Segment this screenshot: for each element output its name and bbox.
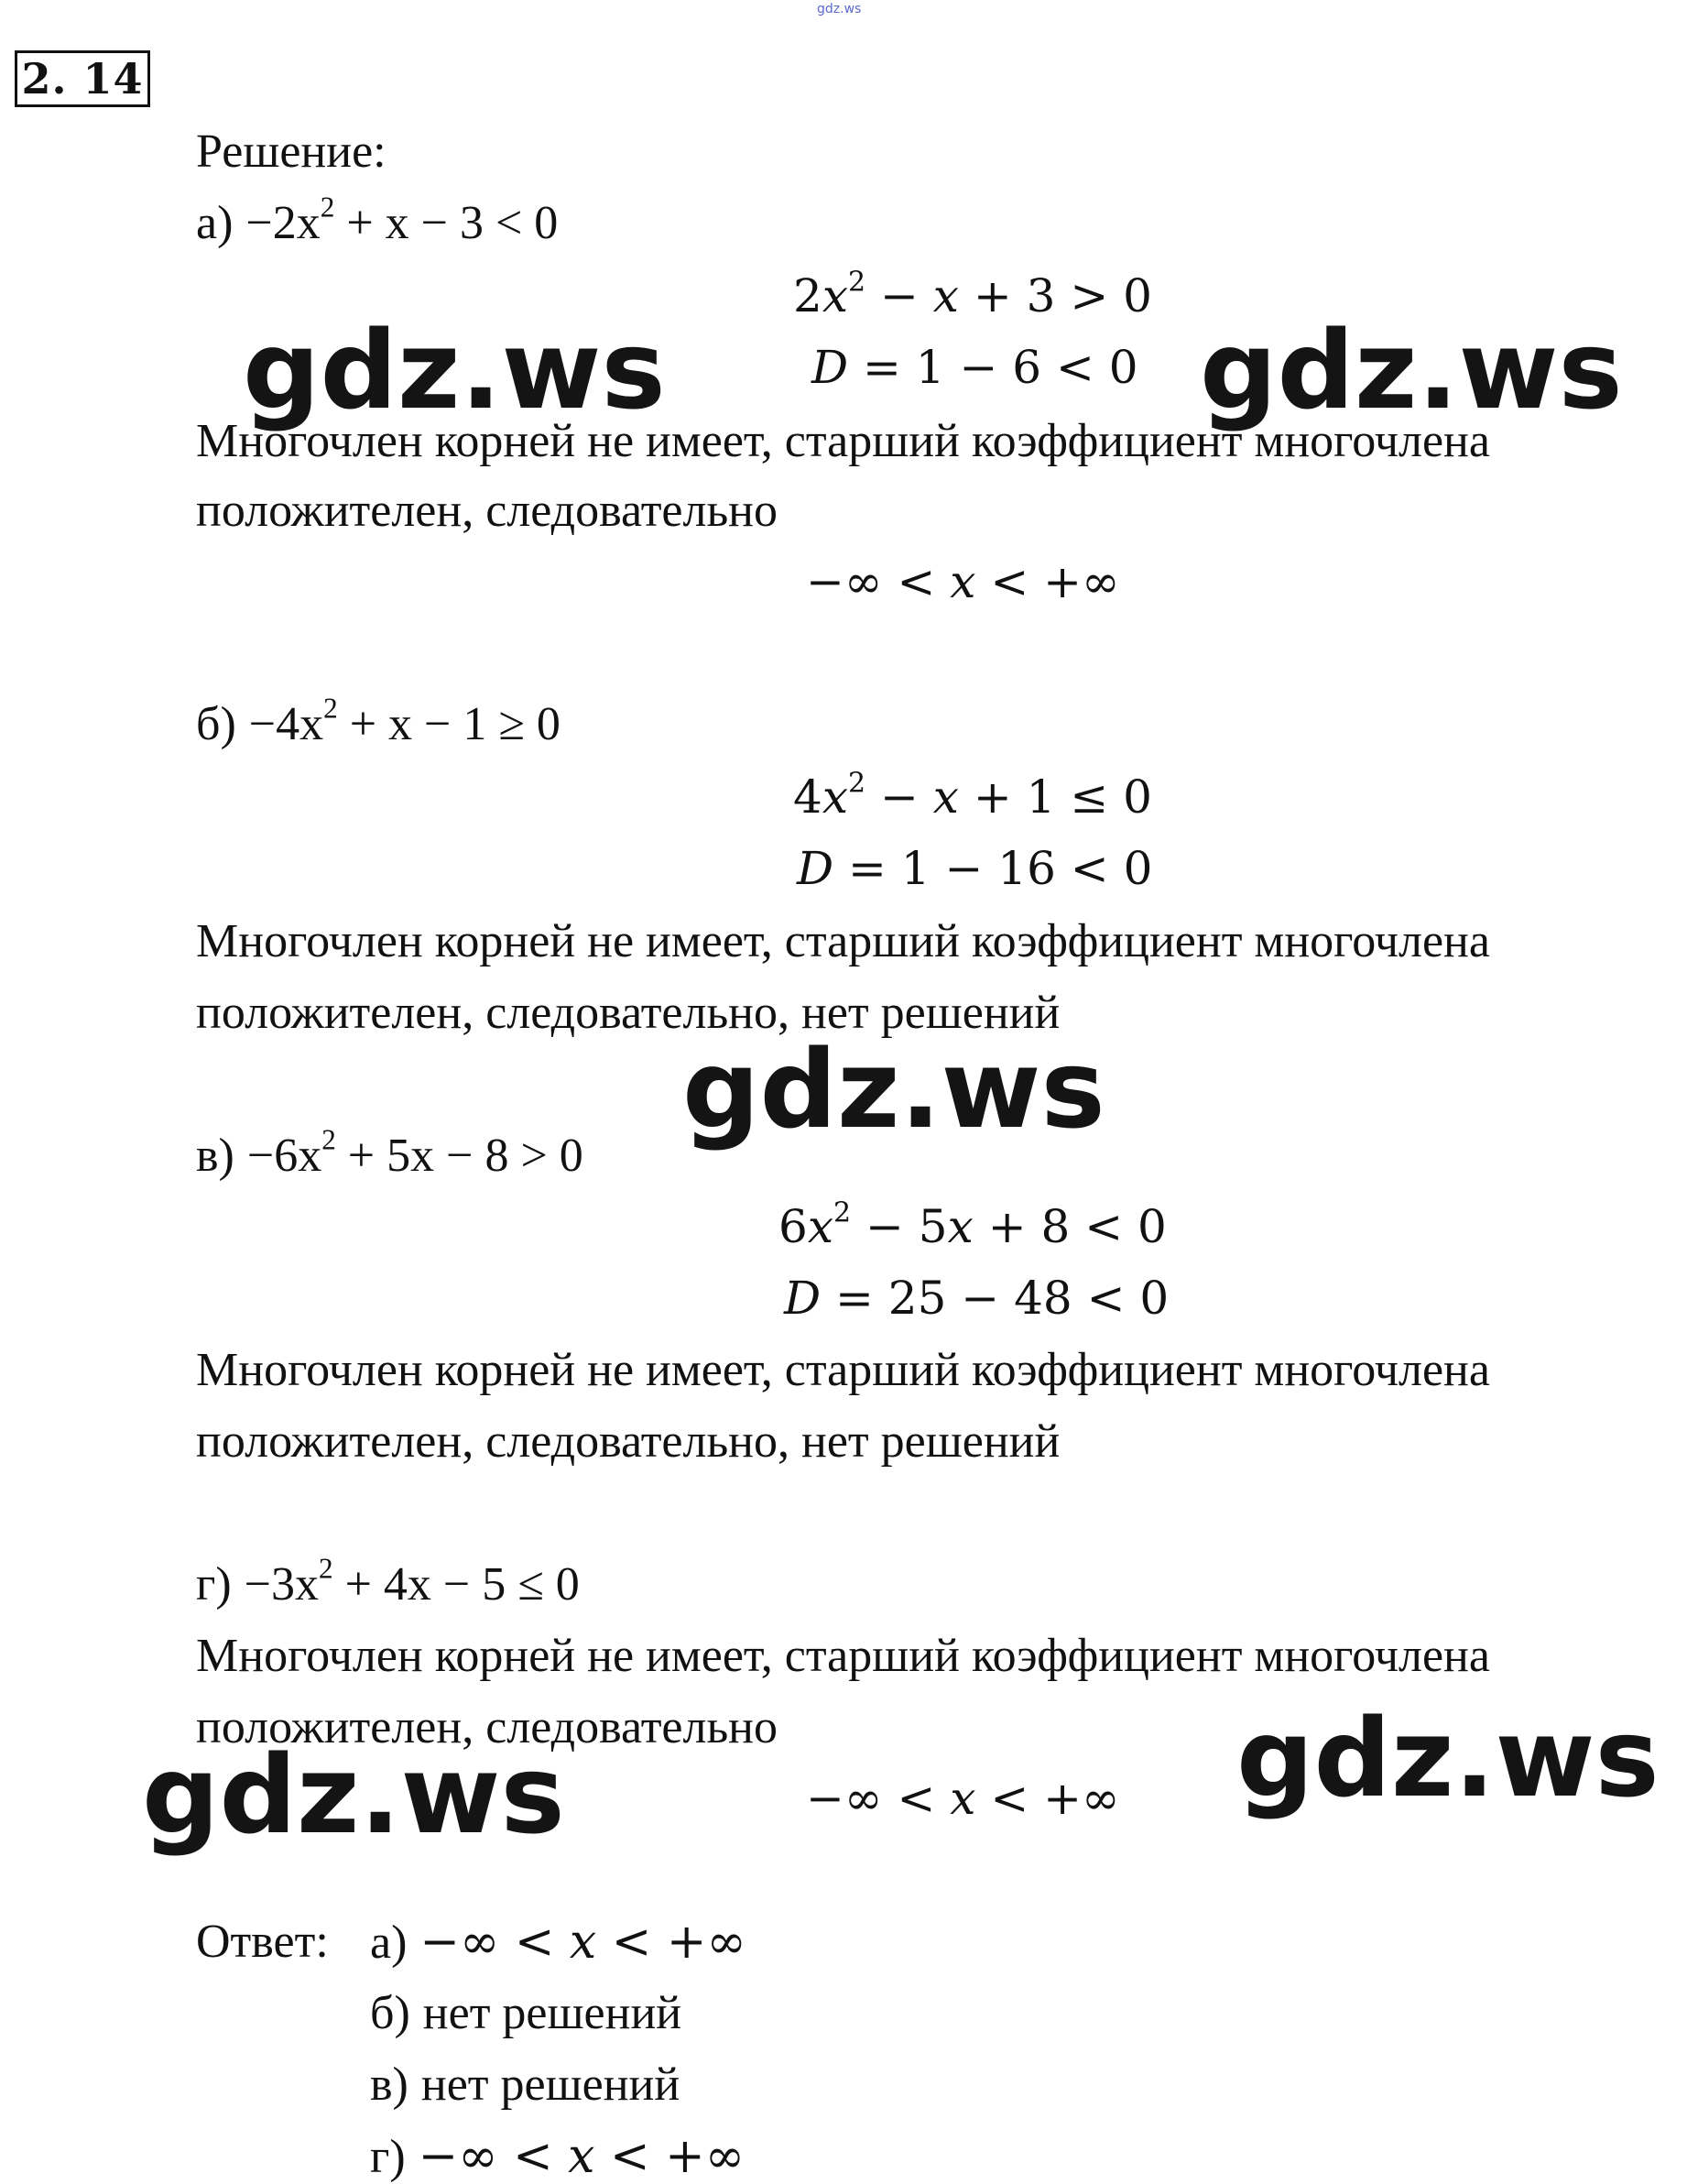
watermark: gdz.ws <box>1200 307 1623 433</box>
answer-b: б) нет решений <box>370 1987 682 2039</box>
answer-g: г) −∞ < x < +∞ <box>370 2129 746 2184</box>
part-v-inequality: $в) -6x^2 + 5x - 8 > 0$ <box>196 1123 583 1182</box>
part-b-discriminant: D = 1 − 16 < 0 <box>797 842 1153 895</box>
part-b-text-line1: Многочлен корней не имеет, старший коэффициент многочлена <box>196 915 1490 967</box>
part-a-inequality: $а) -2x^2 + x - 3 < 0$ <box>196 191 559 249</box>
problem-number-box <box>15 50 150 107</box>
part-v-text-line1: Многочлен корней не имеет, старший коэффициент многочлена <box>196 1344 1490 1396</box>
watermark: gdz.ws <box>1236 1695 1660 1821</box>
part-v-text-line2: положителен, следовательно, нет решений <box>196 1415 1061 1468</box>
watermark: gdz.ws <box>243 307 666 433</box>
part-a-discriminant: D = 1 − 6 < 0 <box>811 341 1138 394</box>
part-b-step1: $4x^2 - x + 1 \le 0$ <box>793 767 1152 824</box>
part-a-text-line2: положителен, следовательно <box>196 485 778 537</box>
part-g-text-line2: положителен, следовательно <box>196 1701 778 1753</box>
watermark: gdz.ws <box>142 1731 565 1858</box>
part-a-result: −∞ < x < +∞ <box>806 555 1120 608</box>
part-g-inequality: $г) -3x^2 + 4x - 5 \le 0$ <box>196 1552 580 1611</box>
part-v-discriminant: D = 25 − 48 < 0 <box>784 1272 1170 1325</box>
answer-label: Ответ: <box>196 1916 329 1968</box>
top-watermark: gdz.ws <box>817 2 862 16</box>
solution-label: Решение: <box>196 126 386 178</box>
problem-number: 2. 14 <box>21 54 144 104</box>
part-a-text-line1: Многочлен корней не имеет, старший коэффициент многочлена <box>196 415 1490 467</box>
part-v-step1: $6x^2 - 5x + 8 < 0$ <box>778 1196 1167 1253</box>
part-b-inequality: $б) -4x^2 + x - 1 \ge 0$ <box>196 692 561 750</box>
answer-v: в) нет решений <box>370 2058 680 2111</box>
part-g-result: −∞ < x < +∞ <box>806 1772 1120 1825</box>
watermark: gdz.ws <box>682 1026 1105 1152</box>
part-b-text-line2: положителен, следовательно, нет решений <box>196 987 1061 1039</box>
answer-a: а) −∞ < x < +∞ <box>370 1915 746 1970</box>
part-a-step1: $2x^2 - x + 3 > 0$ <box>793 266 1152 322</box>
part-g-text-line1: Многочлен корней не имеет, старший коэффициент многочлена <box>196 1630 1490 1682</box>
